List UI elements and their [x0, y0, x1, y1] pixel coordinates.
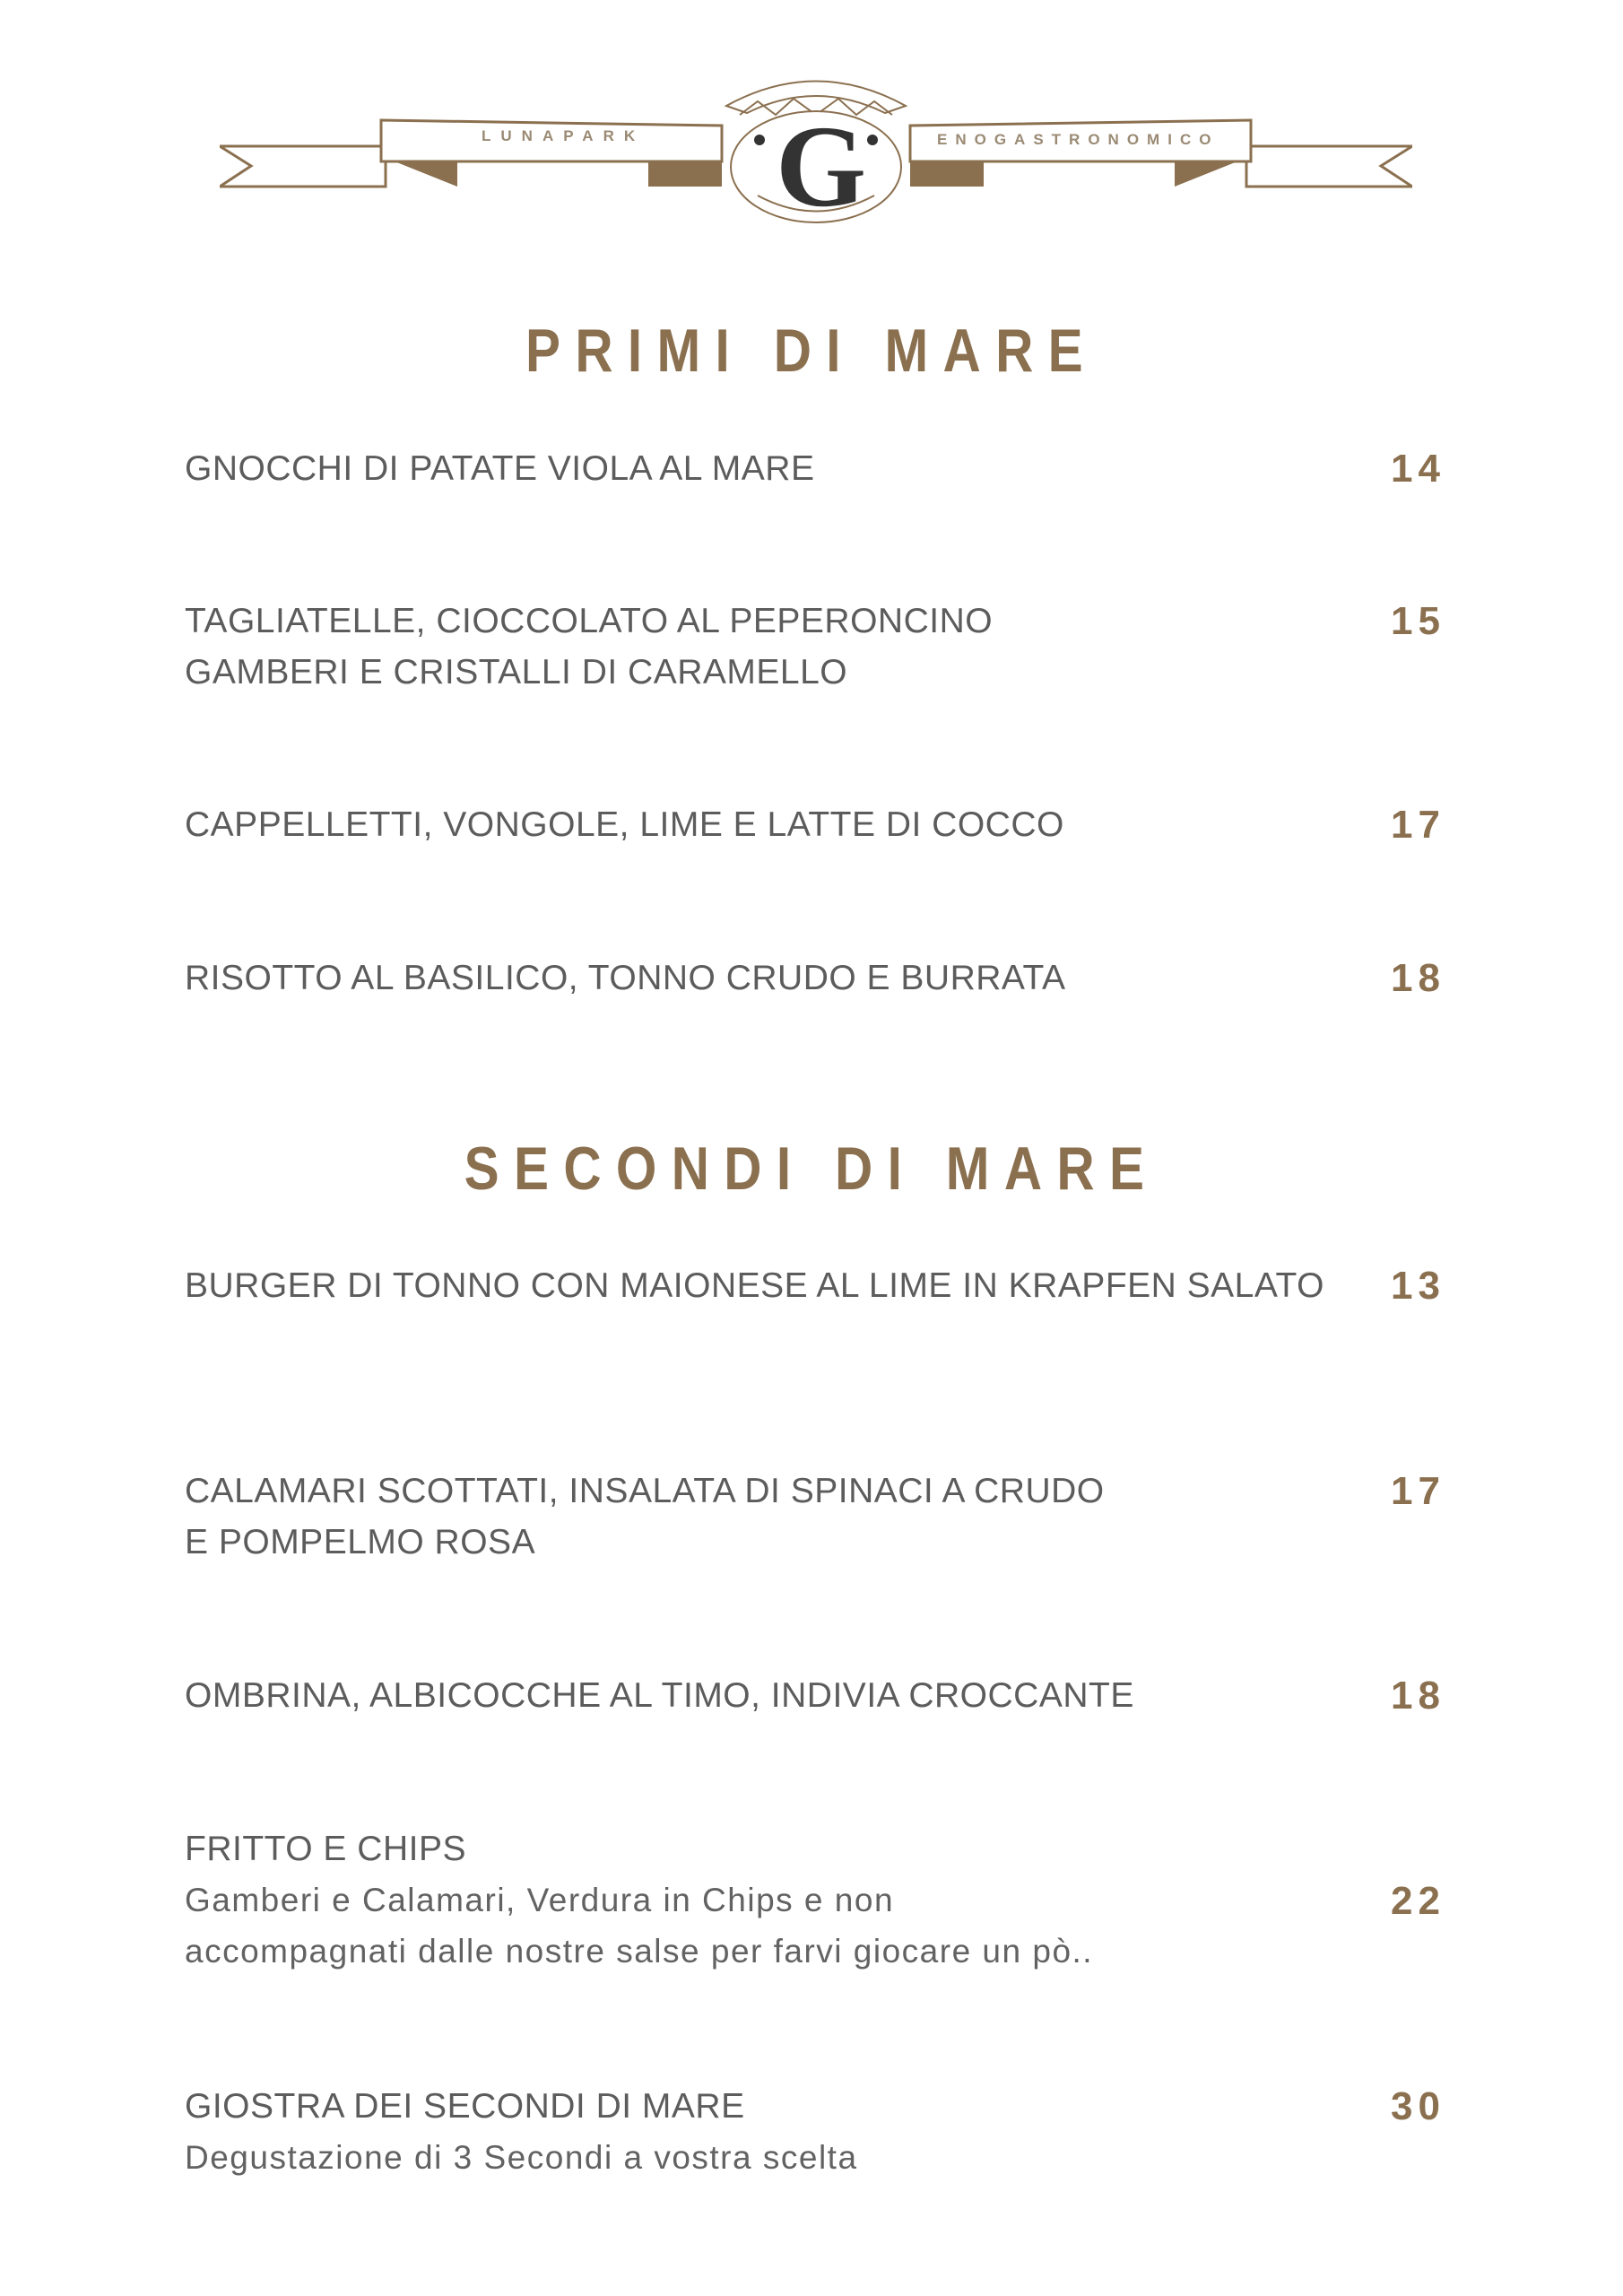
- item-price: 15: [1391, 599, 1445, 643]
- item-name: OMBRINA, ALBICOCCHE AL TIMO, INDIVIA CROCCANTE: [185, 1676, 1134, 1715]
- item-name: CAPPELLETTI, VONGOLE, LIME E LATTE DI COCCO: [185, 805, 1064, 844]
- menu-item: [185, 799, 1458, 850]
- item-name-line-2: GAMBERI E CRISTALLI DI CARAMELLO: [185, 653, 848, 691]
- item-name: FRITTO E CHIPS: [185, 1830, 466, 1868]
- item-price: 14: [1391, 447, 1445, 491]
- menu-item: [185, 952, 1458, 1004]
- menu-item: [185, 1823, 1458, 1977]
- section-title-secondi: SECONDI DI MARE: [464, 1135, 1159, 1203]
- menu-item: [185, 2081, 1458, 2183]
- item-name-line-2: E POMPELMO ROSA: [185, 1523, 536, 1561]
- menu-item: [185, 1260, 1458, 1311]
- banner-right-text: ENOGASTRONOMICO: [937, 131, 1219, 148]
- item-price: 13: [1391, 1264, 1445, 1308]
- item-description: Gamberi e Calamari, Verdura in Chips e non: [185, 1882, 895, 1918]
- menu-item: [185, 596, 1458, 698]
- item-name: CALAMARI SCOTTATI, INSALATA DI SPINACI A CRUDO: [185, 1472, 1105, 1510]
- brand-logo: [220, 61, 1412, 231]
- item-price: 17: [1391, 803, 1445, 847]
- item-name: BURGER DI TONNO CON MAIONESE AL LIME IN KRAPFEN SALATO: [185, 1266, 1324, 1305]
- menu-item: [185, 1465, 1458, 1568]
- item-name: GIOSTRA DEI SECONDI DI MARE: [185, 2087, 745, 2126]
- item-description: Degustazione di 3 Secondi a vostra scelta: [185, 2139, 858, 2176]
- menu-item: [185, 443, 1458, 494]
- menu-item: [185, 1670, 1458, 1721]
- section-title-primi: PRIMI DI MARE: [525, 317, 1098, 385]
- item-name: RISOTTO AL BASILICO, TONNO CRUDO E BURRATA: [185, 959, 1066, 997]
- item-price: 18: [1391, 956, 1445, 1000]
- monogram-letter: G: [776, 102, 867, 231]
- item-name: TAGLIATELLE, CIOCCOLATO AL PEPERONCINO: [185, 602, 994, 640]
- item-description-line-2: accompagnati dalle nostre salse per farvi giocare un pò..: [185, 1933, 1094, 1970]
- item-price: 18: [1391, 1674, 1445, 1718]
- item-price: 30: [1391, 2084, 1445, 2128]
- item-price: 17: [1391, 1469, 1445, 1513]
- item-name: GNOCCHI DI PATATE VIOLA AL MARE: [185, 449, 815, 488]
- item-price: 22: [1391, 1879, 1445, 1923]
- banner-left-text: LUNAPARK: [482, 127, 646, 144]
